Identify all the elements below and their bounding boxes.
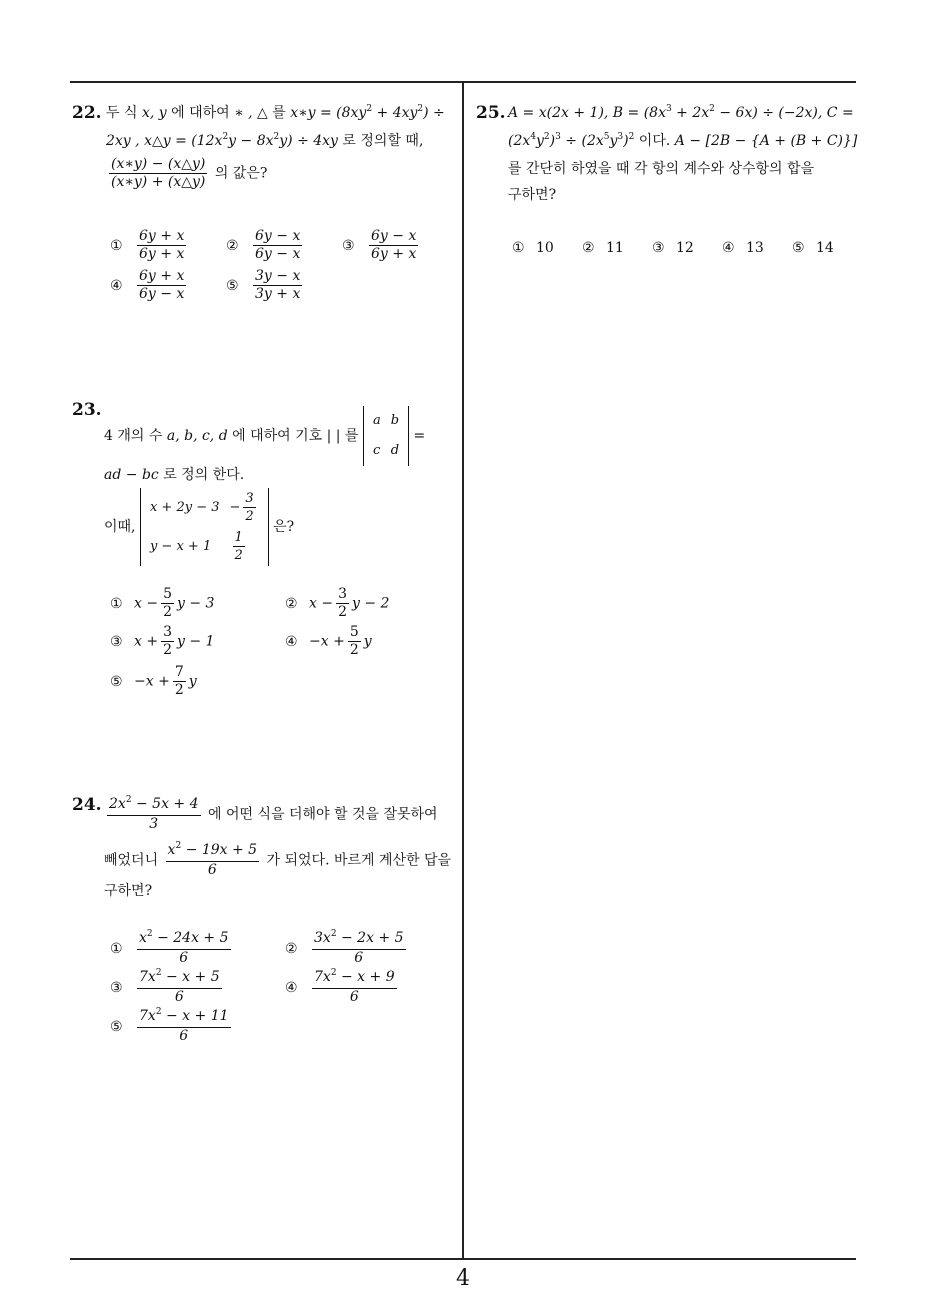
fraction-denominator: 6 [179,1028,189,1044]
superscript: 2 [628,132,635,142]
fraction-numerator [312,930,406,950]
superscript: 2 [146,929,153,939]
math: x∗y = (8xy [290,105,367,121]
math: −x + [134,673,170,690]
choice-marker: ② [285,940,298,957]
text: 이다. [634,133,675,149]
det-cell: a [372,413,381,428]
fraction-denominator: 6y − x [255,246,301,262]
choice-marker: ② [582,240,595,256]
det-cell: d [390,443,400,458]
fraction-numerator: 3 [163,624,172,640]
choice-value: 12 [676,240,694,256]
math: y − 3 [177,595,215,612]
text: 로 정의 한다. [158,467,245,483]
superscript: 2 [125,795,132,805]
fraction-denominator: 6 [354,950,364,966]
superscript: 3 [617,132,624,142]
question-text [106,100,458,191]
superscript: 2 [155,968,162,978]
math: y − 1 [177,633,215,650]
math: y [188,673,197,690]
superscript: 2 [330,968,337,978]
choice-value: 11 [606,240,624,256]
choice-4[interactable] [722,240,764,256]
choice-marker: ⑤ [226,277,239,294]
text: 빼었더니 [104,852,163,869]
fraction-denominator: 3 [149,816,159,832]
fraction-denominator: 2 [245,509,254,524]
math: y − 2 [352,595,390,612]
fraction-denominator: 6 [174,989,184,1005]
text: 구하면? [104,883,153,899]
fraction-denominator: 3y + x [255,286,301,302]
math: 3x [314,930,331,946]
fraction-numerator [137,969,222,989]
choice-marker: ③ [652,240,665,256]
math: A − [2B − {A + (B + C)}] [674,133,858,149]
fraction [161,624,174,659]
question-number: 24. [72,795,102,815]
text: 구하면? [508,187,557,203]
fraction-denominator: (x∗y) + (x△y) [111,174,206,190]
superscript: 2 [709,104,715,114]
math: − 2x + 5 [336,930,404,946]
fraction-denominator: 2 [349,642,359,658]
choice-5[interactable] [110,1008,234,1045]
column-divider [462,83,464,1259]
fraction [107,796,201,833]
math: ∗ , △ [234,105,268,121]
choice-marker: ④ [110,277,123,294]
choice-1[interactable] [110,586,214,621]
choice-marker: ⑤ [110,1018,123,1035]
choice-5[interactable] [226,268,305,303]
choice-marker: ③ [110,979,123,996]
math: A = x(2x + 1), B = (8x [508,105,666,121]
fraction [348,624,361,659]
sign: − [229,500,241,515]
math: x + [134,633,159,650]
fraction [161,586,174,621]
math: ) ÷ [423,105,445,121]
fraction [137,969,222,1006]
det-cell: x + 2y − 3 [149,499,220,515]
math: − x + 9 [336,969,395,985]
math: − 5x + 4 [131,796,199,812]
math: − 19x + 5 [181,842,258,858]
choice-2[interactable] [582,240,624,256]
superscript: 2 [155,1007,162,1017]
text: 개의 수 [112,428,167,444]
fraction [109,156,207,191]
math: x − [134,595,159,612]
choice-2[interactable] [285,930,409,967]
fraction-numerator [137,930,231,950]
fraction-denominator: 2 [338,604,347,620]
math: y) ÷ 4xy [279,133,338,149]
fraction-denominator: 2 [163,604,172,620]
choice-marker: ⑤ [110,673,123,690]
text: 이때, [104,519,140,535]
text: 가 되었다. 바르게 계산한 답을 [262,852,452,869]
choice-marker: ① [110,940,123,957]
question-text [104,878,152,904]
text: 를 간단히 하였을 때 각 항의 계수와 상수항의 합을 [508,161,815,177]
math: − 6x) ÷ (−2x), C = [714,105,854,121]
text: 를 [267,105,291,121]
question-number: 22. [72,103,102,123]
math: ÷ (2x [560,133,604,149]
page-number: 4 [456,1266,470,1291]
choice-1[interactable] [110,228,189,263]
choice-2[interactable] [226,228,305,263]
fraction [253,228,302,263]
superscript: 2 [222,132,229,142]
fraction-numerator: 7 [174,664,184,680]
fraction [137,930,231,967]
text: 의 값은? [210,165,268,182]
fraction [137,228,186,263]
fraction-denominator: 6y + x [139,246,185,262]
fraction-denominator: 6y + x [371,246,417,262]
math: ) [549,133,556,149]
question-number: 23. [72,400,102,420]
choice-marker: ③ [342,237,355,254]
text: 로 정의할 때, [337,133,424,149]
det-cell: y − x + 1 [149,538,212,554]
fraction-numerator: 6y − x [371,228,417,244]
fraction-numerator: 6y + x [139,228,185,244]
superscript: 2 [417,104,424,114]
fraction-numerator: 6y + x [139,268,185,284]
text: 4 [104,428,113,444]
math: ad − bc [104,467,159,483]
question-text [104,406,460,466]
choice-3[interactable] [342,228,421,263]
question-text [104,796,438,833]
choice-2[interactable] [285,586,389,621]
choice-marker: ① [110,237,123,254]
math: −x + [309,633,345,650]
superscript: 2 [543,132,550,142]
math: x [139,930,147,946]
choice-5[interactable] [792,240,834,256]
fraction-denominator: 6 [179,950,189,966]
fraction [312,969,397,1006]
math: x − [309,595,334,612]
superscript: 5 [603,132,610,142]
math: ) [623,133,629,149]
fraction-numerator [312,969,397,989]
math: − x + 5 [161,969,220,985]
choice-marker: ② [285,595,298,612]
fraction-denominator: 6y − x [139,286,185,302]
det-cell: b [390,413,400,428]
det-cell [225,527,264,566]
fraction-denominator: 2 [163,642,172,658]
fraction [253,268,302,303]
math: x, y [141,105,167,121]
math: − x + 11 [161,1008,229,1024]
symbol: | | [326,428,341,444]
determinant [363,406,409,466]
choice-marker: ④ [285,979,298,996]
math: 7x [139,1008,156,1024]
question-text [104,462,244,488]
question-text [104,488,294,566]
fraction [166,842,260,879]
superscript: 2 [273,132,280,142]
math: 7x [314,969,331,985]
math: a, b, c, d [166,428,228,444]
fraction-numerator: 1 [234,530,243,545]
fraction [137,268,186,303]
math: − 24x + 5 [152,930,229,946]
fraction-numerator [107,796,201,816]
choice-marker: ⑤ [792,240,805,256]
math: y [609,133,618,149]
text: 를 [340,428,363,444]
fraction-numerator [166,842,260,862]
fraction-numerator: 3 [338,586,347,602]
math: (2x [508,133,531,149]
question-text [104,842,451,879]
text: 에 어떤 식을 더해야 할 것을 잘못하여 [203,806,438,823]
superscript: 2 [330,929,337,939]
fraction-denominator: 6 [207,862,217,878]
math: 2x [109,796,126,812]
fraction [137,1008,231,1045]
choice-3[interactable] [110,624,214,659]
math: 2xy , x△y = (12x [106,133,223,149]
math: y [363,633,372,650]
fraction [173,664,186,699]
fraction [336,586,349,621]
choice-value: 10 [536,240,554,256]
text: 에 대하여 [166,105,235,121]
fraction-numerator [137,1008,231,1028]
choice-marker: ④ [722,240,735,256]
superscript: 2 [366,104,373,114]
fraction-numerator: (x∗y) − (x△y) [111,156,206,172]
math: y − 8x [228,133,274,149]
fraction [233,529,245,564]
fraction-denominator: 2 [234,548,243,563]
bottom-rule [70,1258,856,1260]
fraction-numerator: 5 [349,624,359,640]
choice-value: 13 [746,240,764,256]
fraction [243,490,255,525]
choice-marker: ② [226,237,239,254]
math: + 2x [671,105,710,121]
fraction-numerator: 6y − x [255,228,301,244]
math: 7x [139,969,156,985]
math: x [167,842,176,858]
choice-1[interactable] [110,930,234,967]
question-text [508,100,858,208]
det-cell: c [372,443,381,458]
determinant [140,488,269,566]
fraction-denominator: 6 [349,989,359,1005]
superscript: 3 [666,104,672,114]
det-cell [225,488,264,527]
fraction-numerator: 5 [163,586,172,602]
choice-4[interactable] [285,624,372,659]
choice-marker: ③ [110,633,123,650]
fraction-numerator: 3 [245,491,254,506]
text: = [413,428,426,444]
choice-5[interactable] [110,664,197,699]
choice-value: 14 [816,240,834,256]
superscript: 3 [555,132,561,142]
text: 두 식 [106,105,142,121]
fraction-numerator: 3y − x [255,268,301,284]
math: y [536,133,544,149]
choice-marker: ① [512,240,525,256]
choice-1[interactable] [512,240,554,256]
choice-4[interactable] [285,969,400,1006]
fraction-denominator: 2 [174,682,184,698]
text: 은? [268,519,295,535]
choice-marker: ④ [285,633,298,650]
choice-marker: ① [110,595,123,612]
superscript: 2 [175,841,182,851]
choice-3[interactable] [652,240,694,256]
choice-4[interactable] [110,268,189,303]
fraction [369,228,418,263]
choice-3[interactable] [110,969,225,1006]
text: 에 대하여 기호 [227,428,327,444]
question-number: 25. [476,103,506,123]
superscript: 4 [530,132,536,142]
fraction [312,930,406,967]
math: + 4xy [372,105,418,121]
